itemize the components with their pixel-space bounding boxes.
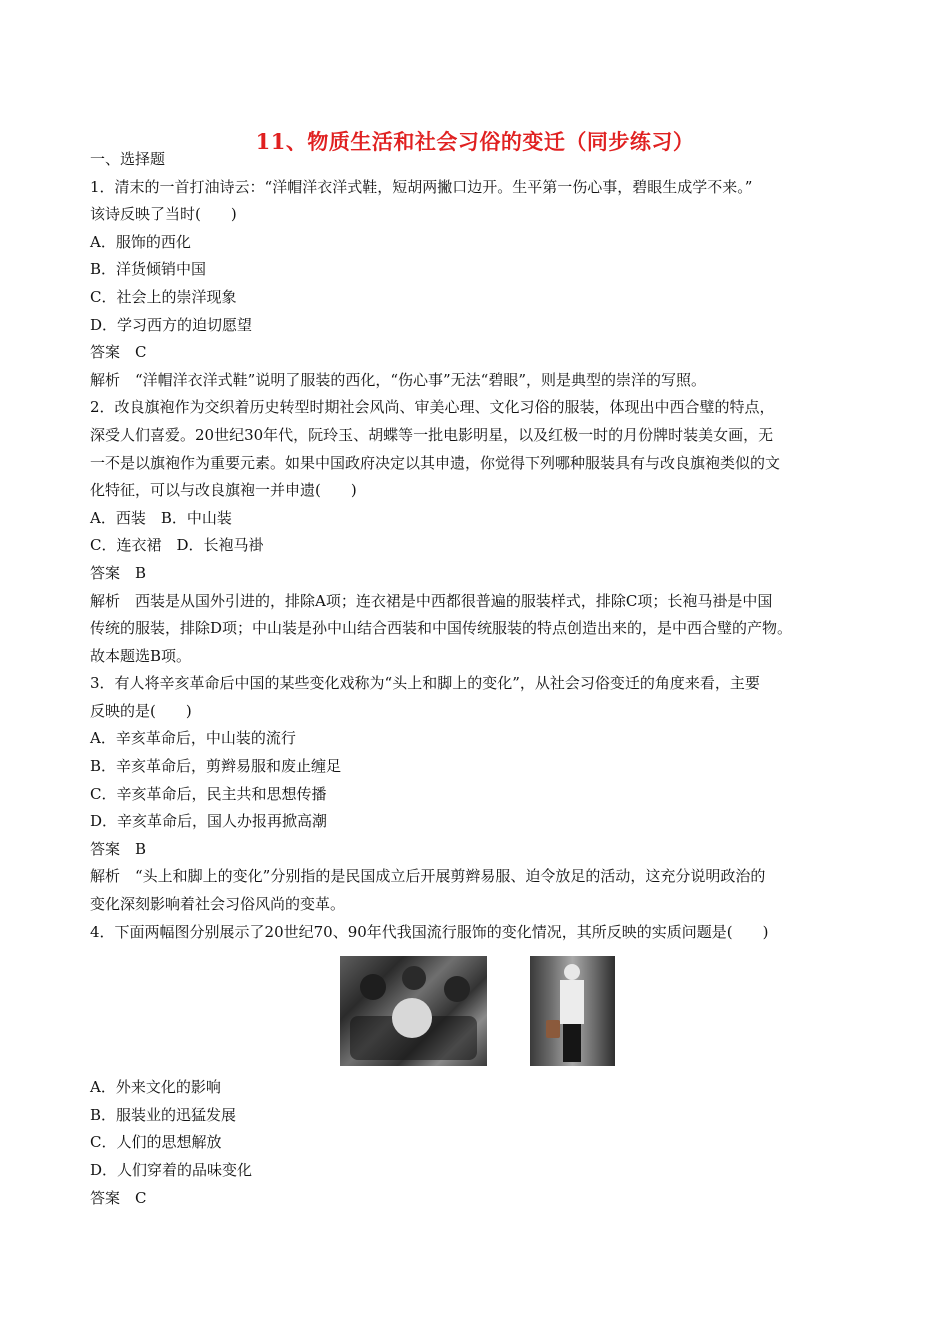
question-4-figures [90, 948, 870, 1074]
question-3-answer: 答案 B [90, 839, 147, 858]
question-2-answer: 答案 B [90, 563, 147, 582]
question-4-option-c: C．人们的思想解放 [90, 1133, 222, 1152]
question-2-analysis-line-3: 故本题选B项。 [90, 646, 192, 665]
question-1-answer: 答案 C [90, 343, 147, 362]
question-1-option-c: C．社会上的崇洋现象 [90, 287, 237, 306]
question-3-analysis-line-2: 变化深刻影响着社会习俗风尚的变革。 [90, 895, 346, 914]
question-1-stem-line-1: 1．清末的一首打油诗云：“洋帽洋衣洋式鞋，短胡两撇口边开。生平第一伤心事，碧眼生成学不来。” [90, 177, 753, 196]
question-4-option-a: A．外来文化的影响 [90, 1078, 221, 1097]
question-3-option-c: C．辛亥革命后，民主共和思想传播 [90, 784, 327, 803]
photo-1970s-clothing [340, 956, 487, 1066]
question-3-stem-line-1: 3．有人将辛亥革命后中国的某些变化戏称为“头上和脚上的变化”，从社会习俗变迁的角度来看，主要 [90, 674, 760, 693]
question-3-option-a: A．辛亥革命后，中山装的流行 [90, 729, 296, 748]
question-2-stem-line-1: 2．改良旗袍作为交织着历史转型时期社会风尚、审美心理、文化习俗的服装，体现出中西合璧的特点， [90, 398, 775, 417]
question-2-options-cd: C．连衣裙 D．长袍马褂 [90, 536, 264, 555]
question-2-options-ab: A．西装 B．中山装 [90, 508, 232, 527]
question-2-analysis-line-2: 传统的服装，排除D项；中山装是孙中山结合西装和中国传统服装的特点创造出来的，是中西合璧的产物。 [90, 619, 793, 638]
document-body [90, 146, 870, 1212]
question-4-answer: 答案 C [90, 1188, 147, 1207]
question-2-stem-line-4: 化特征，可以与改良旗袍一并申遗( ) [90, 481, 357, 500]
question-1-option-d: D．学习西方的迫切愿望 [90, 315, 253, 334]
question-1-option-a: A．服饰的西化 [90, 232, 191, 251]
question-1-option-b: B．洋货倾销中国 [90, 260, 207, 279]
question-3-analysis-line-1: 解析 “头上和脚上的变化”分别指的是民国成立后开展剪辫易服、迫令放足的活动，这充分说明政治的 [90, 867, 766, 886]
question-4-stem: 4．下面两幅图分别展示了20世纪70、90年代我国流行服饰的变化情况，其所反映的实质问题是( ) [90, 922, 769, 941]
section-heading: 一、选择题 [90, 150, 166, 168]
question-3-option-d: D．辛亥革命后，国人办报再掀高潮 [90, 812, 328, 831]
question-3-stem-line-2: 反映的是( ) [90, 701, 192, 720]
photo-1990s-fashion [530, 956, 615, 1066]
page-title: 11、物质生活和社会习俗的变迁（同步练习） [255, 129, 695, 154]
question-4-option-b: B．服装业的迅猛发展 [90, 1105, 237, 1124]
question-2-stem-line-2: 深受人们喜爱。20世纪30年代，阮玲玉、胡蝶等一批电影明星，以及红极一时的月份牌时装美女画，无 [90, 425, 774, 444]
question-4-option-d: D．人们穿着的品味变化 [90, 1161, 253, 1179]
question-2-stem-line-3: 一不是以旗袍作为重要元素。如果中国政府决定以其申遗，你觉得下列哪种服装具有与改良旗袍类似的文 [90, 453, 781, 472]
question-2-analysis-line-1: 解析 西装是从国外引进的，排除A项；连衣裙是中西都很普遍的服装样式，排除C项；长袍马褂是中国 [90, 591, 773, 610]
question-1-analysis: 解析 “洋帽洋衣洋式鞋”说明了服装的西化，“伤心事”无法“碧眼”，则是典型的崇洋的写照。 [90, 370, 707, 389]
question-3-option-b: B．辛亥革命后，剪辫易服和废止缠足 [90, 757, 342, 776]
question-1-stem-line-2: 该诗反映了当时( ) [90, 205, 237, 224]
